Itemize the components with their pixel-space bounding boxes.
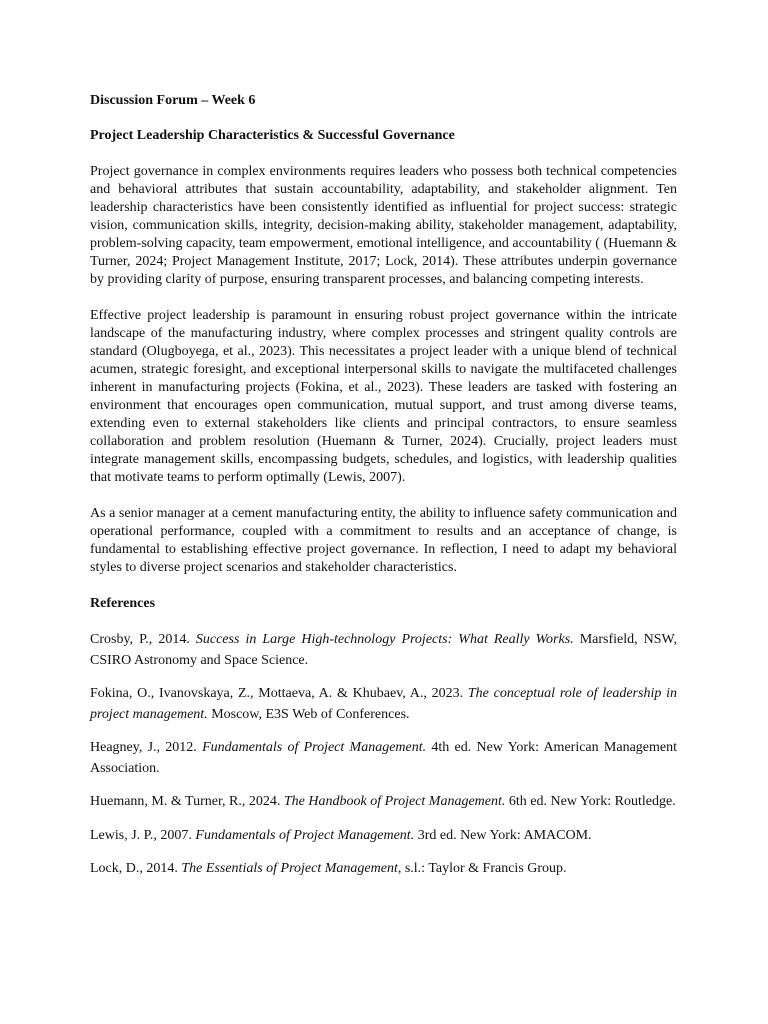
- reference-publication: 3rd ed. New York: AMACOM.: [414, 827, 592, 843]
- references-heading: References: [90, 596, 156, 611]
- reference-publication: Moscow, E3S Web of Conferences.: [207, 706, 410, 722]
- reference-publication: , s.l.: Taylor & Francis Group.: [397, 861, 567, 876]
- reference-item: [90, 826, 677, 847]
- references-list: [90, 630, 677, 880]
- reference-authors: Heagney, J., 2012.: [90, 740, 203, 755]
- reference-title: Success in Large High-technology Projects: What Really Works.: [195, 632, 574, 647]
- reference-authors: Crosby, P., 2014.: [90, 632, 196, 647]
- reference-publication: Marsfield, NSW, CSIRO Astronomy and Space Science.: [90, 632, 677, 668]
- document-heading: Discussion Forum – Week 6: [90, 93, 256, 108]
- reference-publication: 6th ed. New York: Routledge.: [505, 794, 676, 809]
- reference-item: [90, 684, 677, 725]
- reference-authors: Huemann, M. & Turner, R., 2024.: [90, 794, 284, 809]
- reference-title: The Handbook of Project Management.: [283, 794, 506, 809]
- reference-title: Fundamentals of Project Management.: [195, 827, 415, 843]
- body-paragraph-3: As a senior manager at a cement manufacturing entity, the ability to influence safety communication and operational performance, coupled with a commitment to results and an acceptance of change, is fundamental to establishing effective project governance. In reflection, I need to adapt my behavioral styles to diverse project scenarios and stakeholder characteristics.: [90, 506, 677, 575]
- reference-authors: Fokina, O., Ivanovskaya, Z., Mottaeva, A. & Khubaev, A., 2023.: [90, 686, 468, 701]
- reference-authors: Lewis, J. P., 2007.: [90, 827, 196, 843]
- reference-title: Fundamentals of Project Management.: [202, 740, 427, 755]
- document-title: Project Leadership Characteristics & Successful Governance: [90, 128, 455, 143]
- reference-item: [90, 630, 677, 671]
- document-page: [90, 92, 677, 893]
- body-paragraph-1: Project governance in complex environments requires leaders who possess both technical competencies and behavioral attributes that sustain accountability, adaptability, and stakeholder alignment. Ten leadership characteristics have been consistently identified as influential for project success: strategic vision, communication skills, integrity, decision-making ability, stakeholder management, adaptability, problem-solving capacity, team empowerment, emotional intelligence, and accountability ( (Huemann & Turner, 2024; Project Management Institute, 2017; Lock, 2014). These attributes underpin governance by providing clarity of purpose, ensuring transparent processes, and balancing competing interests.: [90, 164, 677, 287]
- reference-item: [90, 738, 677, 779]
- reference-publication: 4th ed. New York: American Management Association.: [90, 740, 677, 776]
- reference-authors: Lock, D., 2014.: [90, 861, 182, 876]
- body-paragraph-2: Effective project leadership is paramount in ensuring robust project governance within the intricate landscape of the manufacturing industry, where complex processes and stringent quality controls are standard (Olugboyega, et al., 2023). This necessitates a project leader with a unique blend of technical acumen, strategic foresight, and exceptional interpersonal skills to navigate the multifaceted challenges inherent in manufacturing projects (Fokina, et al., 2023). These leaders are tasked with fostering an environment that encourages open communication, mutual support, and trust among diverse teams, extending even to external stakeholders like clients and principal contractors, to ensure seamless collaboration and problem resolution (Huemann & Turner, 2024). Crucially, project leaders must integrate management skills, encompassing budgets, schedules, and logistics, with leadership qualities that motivate teams to perform optimally (Lewis, 2007).: [90, 308, 677, 485]
- reference-title: The Essentials of Project Management: [181, 861, 398, 876]
- reference-title: The conceptual role of leadership in project management.: [90, 686, 677, 722]
- reference-item: [90, 859, 677, 880]
- reference-item: [90, 792, 677, 813]
